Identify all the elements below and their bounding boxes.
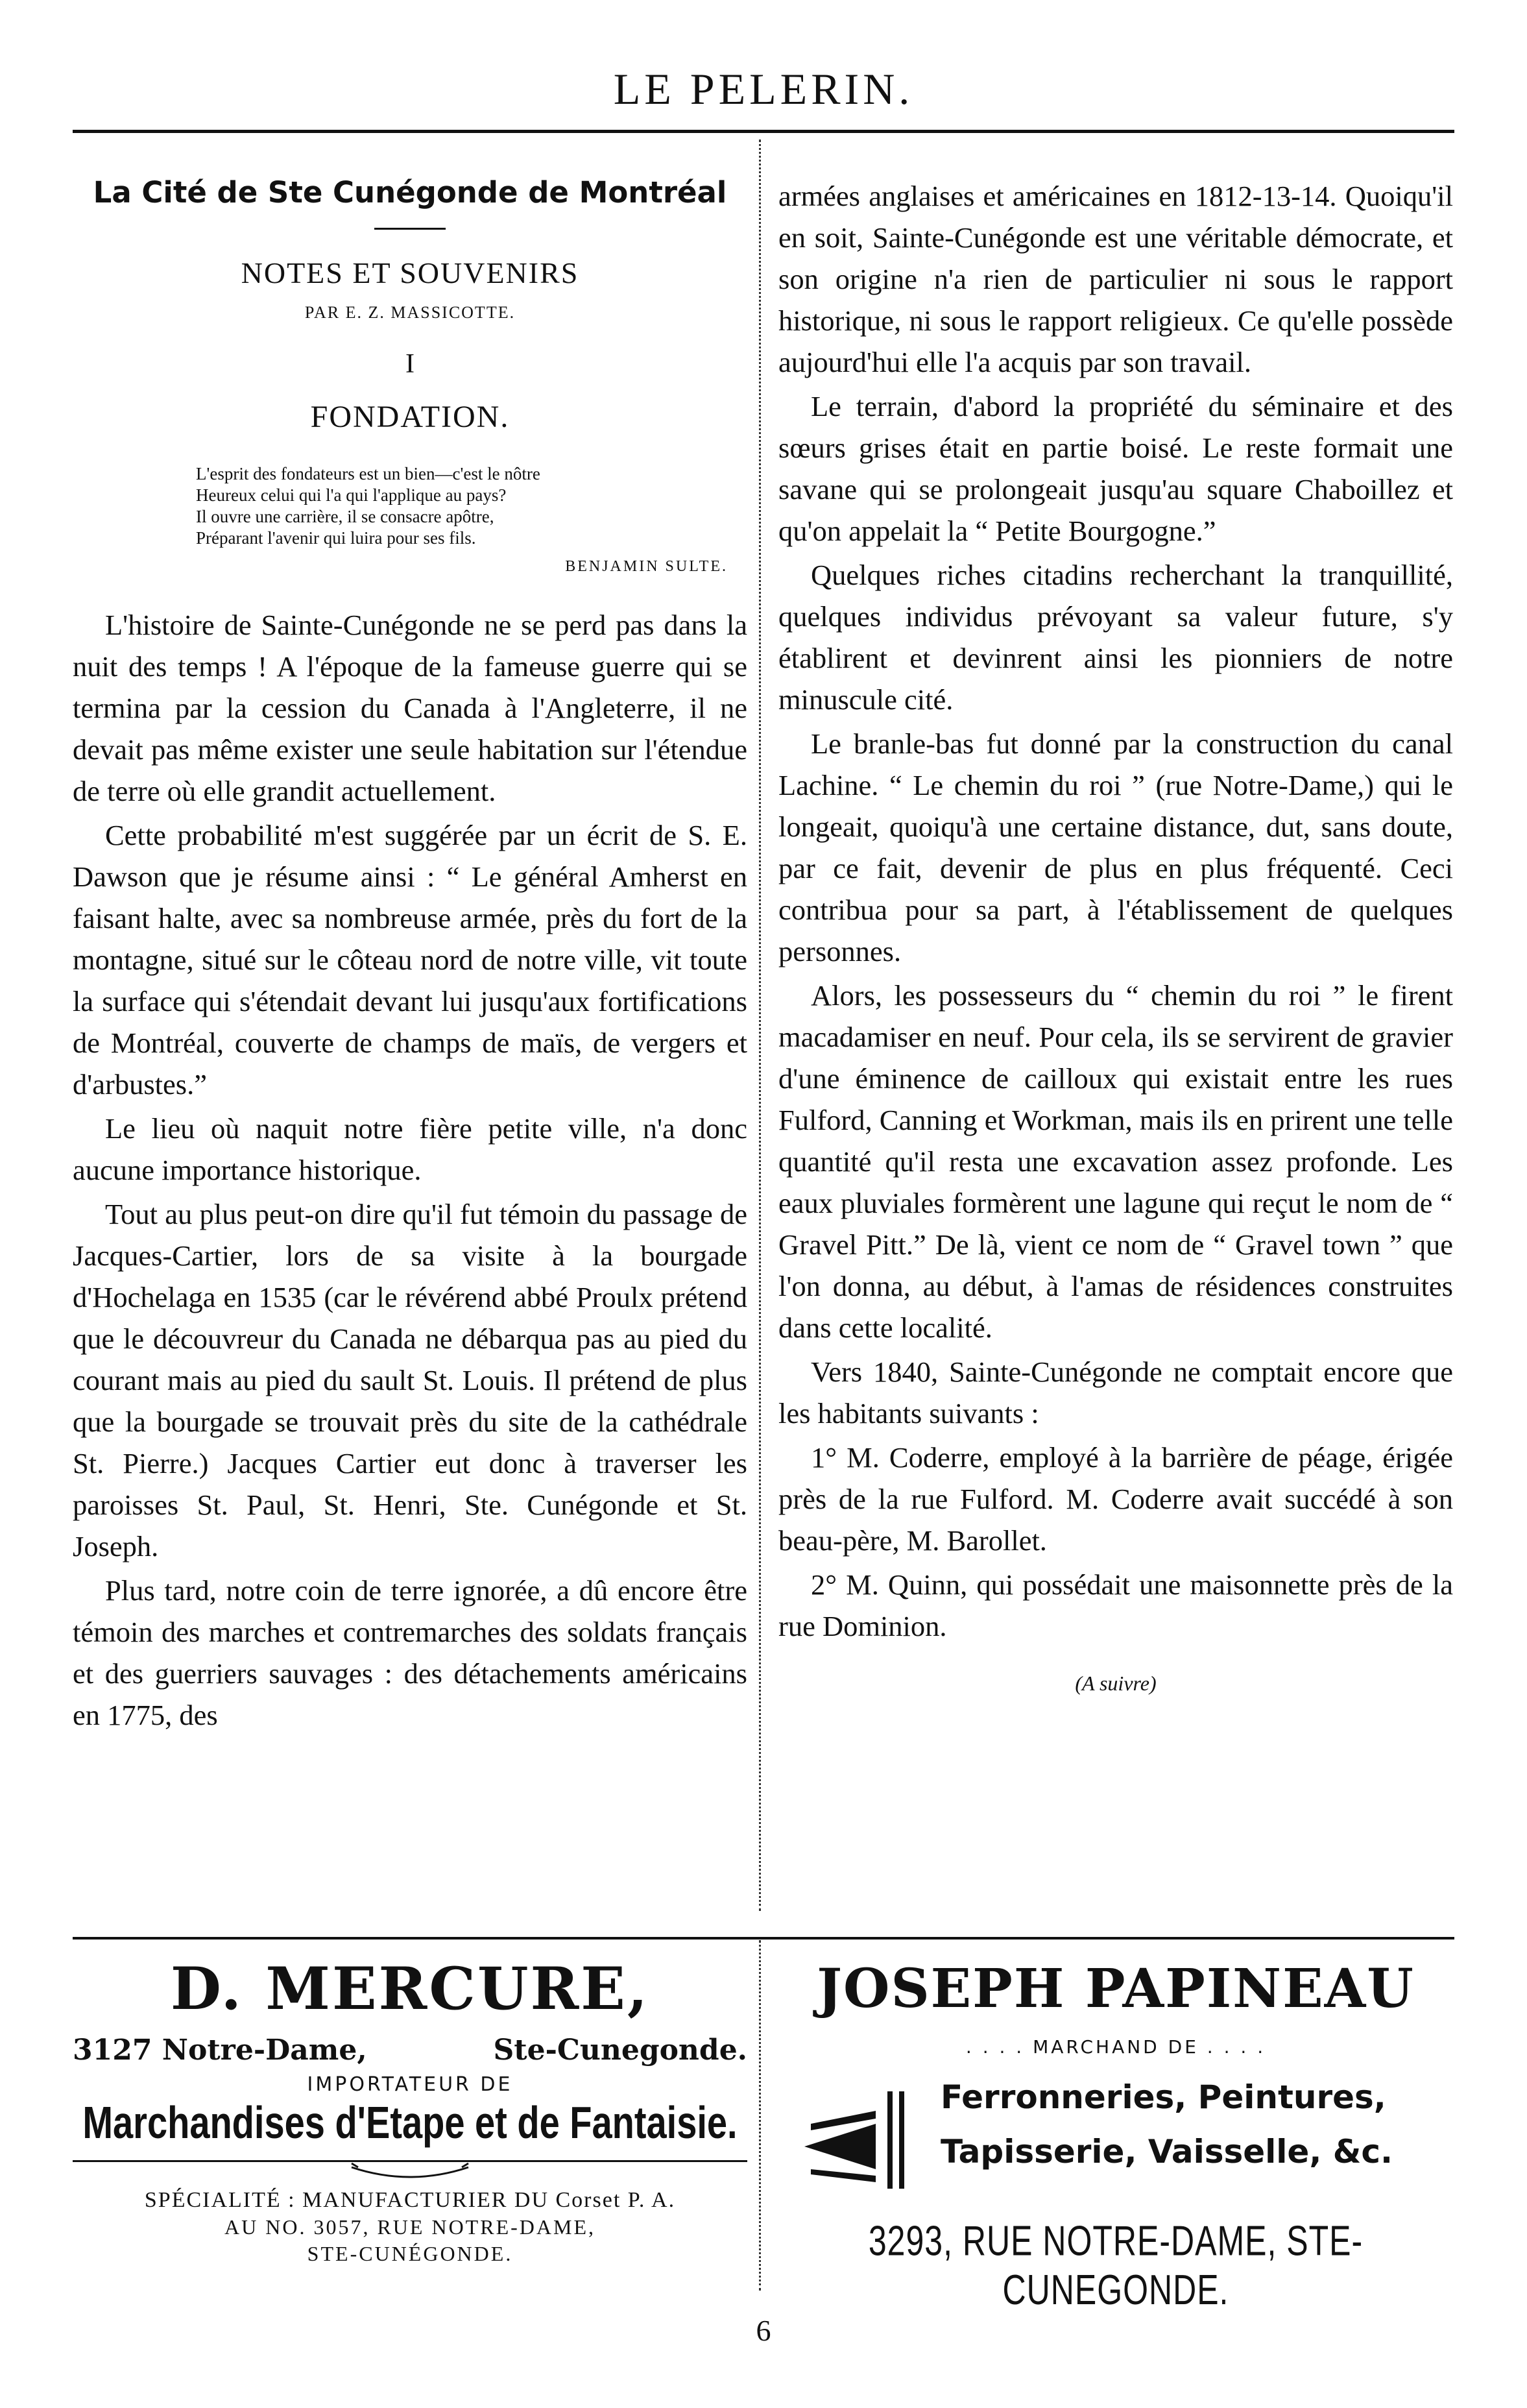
column-divider <box>759 140 761 1911</box>
ad-mercure-city: Ste-Cunegonde. <box>493 2034 747 2067</box>
ad-papineau-address: 3293, RUE NOTRE-DAME, STE-CUNEGONDE. <box>868 2217 1364 2314</box>
masthead: LE PELERIN. <box>613 64 914 114</box>
paragraph: L'histoire de Sainte-Cunégonde ne se perd pas dans la nuit des temps ! A l'époque de la fameuse guerre qui se termina par la cession du Canada à l'Angleterre, il ne devait pas même exister une seule habitation sur l'étendue de terre où elle grandit actuellement. <box>73 609 747 807</box>
article-title: La Cité de Ste Cunégonde de Montréal <box>93 175 727 210</box>
epigraph-line: Heureux celui qui l'a qui l'applique au pays? <box>196 485 507 505</box>
paragraph: 2° M. Quinn, qui possédait une maisonnette près de la rue Dominion. <box>778 1568 1453 1642</box>
paragraph: Vers 1840, Sainte-Cunégonde ne comptait encore que les habitants suivants : <box>778 1356 1453 1429</box>
ad-mercure-line2: AU NO. 3057, RUE NOTRE-DAME, <box>224 2215 595 2239</box>
ad-papineau <box>778 1953 1453 2314</box>
ad-mercure-specialty: MANUFACTURIER DU Corset P. A. <box>302 2188 676 2212</box>
epigraph-author: BENJAMIN SULTE. <box>565 558 728 575</box>
ad-papineau-goods2: Tapisserie, Vaisselle, &c. <box>941 2133 1393 2171</box>
ad-mercure-address: 3127 Notre-Dame, <box>73 2034 367 2067</box>
paragraph: Quelques riches citadins recherchant la tranquillité, quelques individus prévoyant sa valeur future, s'y établirent et devinrent ainsi les pionniers de notre minuscule cité. <box>778 559 1453 716</box>
ornament-icon <box>73 2162 747 2188</box>
paragraph: Cette probabilité m'est suggérée par un écrit de S. E. Dawson que je résume ainsi : “ Le général Amherst en faisant halte, avec sa nombreuse armée, près du fort de la montagne, situé sur le côteau nord de notre ville, vit toute la surface qui s'étendait devant lui jusqu'aux fortifications de Montréal, couverte de champs de maïs, de vergers et d'arbustes.” <box>73 819 747 1101</box>
top-rule <box>73 130 1454 133</box>
epigraph-line: Il ouvre une carrière, il se consacre apôtre, <box>196 507 494 526</box>
paragraph: Le branle-bas fut donné par la construction du canal Lachine. “ Le chemin du roi ” (rue Notre-Dame,) qui le longeait, quoiqu'à une certaine distance, dut, sans doute, par ce fait, devenir de plus en plus fréquenté. Ceci contribua pour sa part, à l'établissement de quelques personnes. <box>778 727 1453 967</box>
article-subtitle: NOTES ET SOUVENIRS <box>241 256 579 289</box>
hand-pointer-icon <box>798 2085 928 2195</box>
ads-top-rule <box>73 1937 1454 1940</box>
ad-papineau-goods-block <box>778 2078 1453 2202</box>
ad-mercure-specialty-label: SPÉCIALITÉ : <box>144 2188 296 2212</box>
ad-mercure-goods: Marchandises d'Etape et de Fantaisie. <box>82 2097 738 2148</box>
epigraph-line: L'esprit des fondateurs est un bien—c'est le nôtre <box>196 464 540 483</box>
paragraph: Tout au plus peut-on dire qu'il fut témoin du passage de Jacques-Cartier, lors de sa visite à la bourgade d'Hochelaga en 1535 (car le révérend abbé Proulx prétend que le découvreur du Canada ne débarqua pas au pied du courant mais au pied du sault St. Louis. Il prétend de plus que la bourgade se trouvait près du site de la cathédrale St. Pierre.) Jacques Cartier eut donc à traverser les paroisses St. Paul, St. Henri, Ste. Cunégonde et St. Joseph. <box>73 1198 747 1563</box>
paragraph: 1° M. Coderre, employé à la barrière de péage, érigée près de la rue Fulford. M. Coderre avait succédé à son beau-père, M. Barollet. <box>778 1441 1453 1557</box>
epigraph <box>196 463 747 549</box>
ad-papineau-trade: . . . . MARCHAND DE . . . . <box>965 2036 1266 2058</box>
page-number: 6 <box>756 2314 771 2347</box>
paragraph: Le lieu où naquit notre fière petite ville, n'a donc aucune importance historique. <box>73 1112 747 1186</box>
ad-mercure-line3: STE-CUNÉGONDE. <box>307 2242 513 2265</box>
ad-mercure-importer: IMPORTATEUR DE <box>307 2073 513 2096</box>
paragraph: Plus tard, notre coin de terre ignorée, a dû encore être témoin des marches et contremarches des soldats français et des guerriers sauvages : des détachements américains en 1775, des <box>73 1574 747 1731</box>
ad-mercure-address-line <box>73 2034 747 2067</box>
section-heading: FONDATION. <box>310 400 510 434</box>
paragraph: Le terrain, d'abord la propriété du séminaire et des sœurs grises était en partie boisé. Le reste formait une savane qui se prolongeait jusqu'au square Chaboillez et qu'on appelait la “ Petite Bourgogne.” <box>778 390 1453 547</box>
epigraph-line: Préparant l'avenir qui luira pour ses fils. <box>196 528 476 548</box>
ad-mercure <box>73 1953 747 2266</box>
part-number: I <box>405 349 415 379</box>
to-be-continued: (A suivre) <box>1075 1672 1157 1695</box>
article-byline: PAR E. Z. MASSICOTTE. <box>304 303 516 322</box>
ad-mercure-specialty-line <box>73 2188 747 2213</box>
article-left-column <box>73 175 747 1738</box>
ad-papineau-name: JOSEPH PAPINEAU <box>817 1958 1415 2020</box>
article-right-column <box>778 175 1453 1696</box>
paragraph: armées anglaises et américaines en 1812-13-14. Quoiqu'il en soit, Sainte-Cunégonde est une véritable démocrate, et son origine n'a rien de particulier ni sous le rapport historique, ni sous le rapport religieux. Ce qu'elle possède aujourd'hui elle l'a acquis par son travail. <box>778 180 1453 378</box>
paragraph: Alors, les possesseurs du “ chemin du roi ” le firent macadamiser en neuf. Pour cela, ils se servirent de gravier d'une éminence de cailloux qui existait entre les rues Fulford, Canning et Workman, mais ils en prirent une telle quantité qu'il resta une excavation assez profonde. Les eaux pluviales formèrent une lagune qui reçut le nom de “ Gravel Pitt.” De là, vient ce nom de “ Gravel town ” que l'on donna, au début, à l'amas de résidences construites dans cette localité. <box>778 979 1453 1344</box>
ad-papineau-goods1: Ferronneries, Peintures, <box>941 2078 1386 2116</box>
ad-mercure-name: D. MERCURE, <box>170 1954 650 2023</box>
ads-divider <box>759 1940 761 2291</box>
title-divider <box>374 228 446 230</box>
